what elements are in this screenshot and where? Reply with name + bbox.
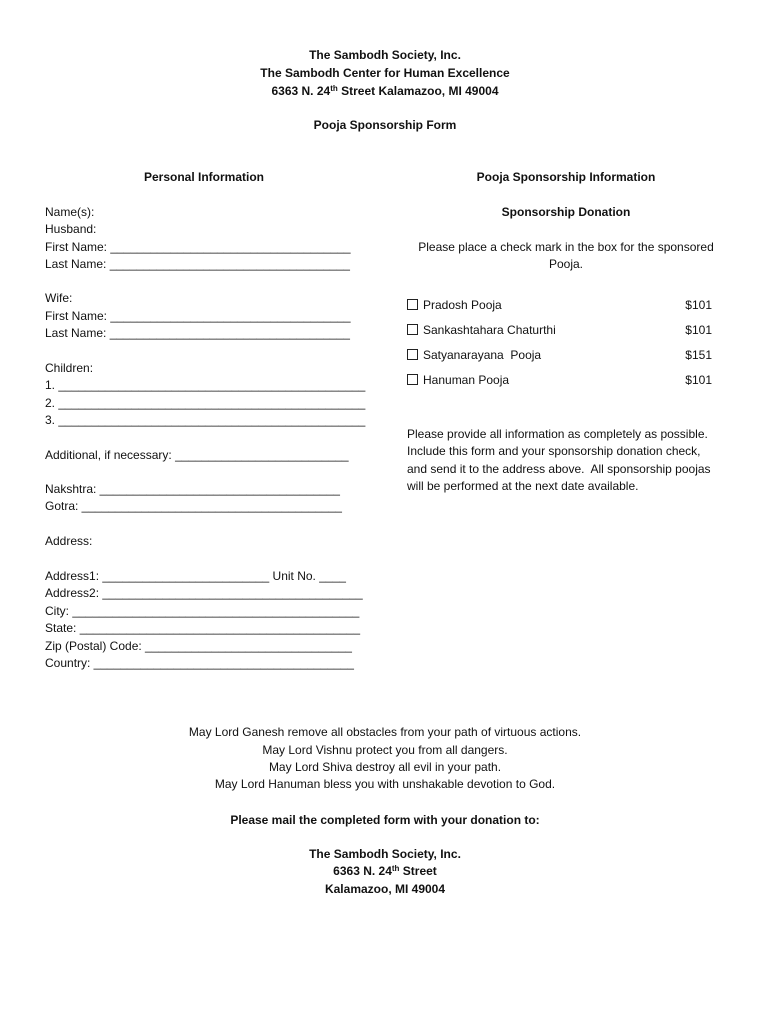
child-2-field[interactable]: 2. ______________________________________________: [45, 396, 366, 410]
form-title: Pooja Sponsorship Form: [313, 118, 457, 132]
wife-first-name-field[interactable]: First Name: ____________________________________: [45, 309, 351, 323]
header-address: [0, 83, 770, 101]
option-price: $101: [685, 298, 712, 312]
option-price: $101: [685, 323, 712, 337]
checkbox-icon[interactable]: [407, 324, 418, 335]
checkbox-icon[interactable]: [407, 299, 418, 310]
instruction-line-2: Pooja.: [548, 257, 584, 271]
footer-street-rest: Street: [399, 864, 437, 878]
address2-field[interactable]: Address2: _______________________________________: [45, 586, 363, 600]
address-heading: Address:: [45, 534, 93, 548]
footer-city: Kalamazoo, MI 49004: [324, 882, 446, 896]
address1-field[interactable]: Address1: _________________________ Unit No. ____: [45, 569, 346, 583]
instruction-line-1: Please place a check mark in the box for the sponsored: [418, 240, 714, 254]
husband-last-name-field[interactable]: Last Name: ____________________________________: [45, 257, 350, 271]
city-field[interactable]: City: ___________________________________________: [45, 604, 360, 618]
blessing-ganesh: May Lord Ganesh remove all obstacles from your path of virtuous actions.: [188, 725, 582, 739]
header-address-rest: Street Kalamazoo, MI 49004: [337, 84, 499, 98]
names-label: Name(s):: [45, 205, 95, 219]
sponsorship-heading: Pooja Sponsorship Information: [476, 170, 656, 184]
center-name: The Sambodh Center for Human Excellence: [260, 66, 510, 80]
org-name: The Sambodh Society, Inc.: [309, 48, 461, 62]
zip-field[interactable]: Zip (Postal) Code: _______________________________: [45, 639, 352, 653]
husband-first-name-field[interactable]: First Name: ____________________________________: [45, 240, 351, 254]
option-pradosh-pooja[interactable]: [407, 297, 712, 315]
country-field[interactable]: Country: _______________________________________: [45, 656, 354, 670]
mail-instruction: Please mail the completed form with your donation to:: [230, 813, 540, 827]
checkbox-icon[interactable]: [407, 374, 418, 385]
sponsorship-subheading: Sponsorship Donation: [501, 205, 631, 219]
children-label: Children:: [45, 361, 94, 375]
note-line-4: will be performed at the next date available.: [407, 479, 639, 493]
header-address-number: 6363 N. 24: [271, 84, 331, 98]
footer-street-number: 6363 N. 24: [333, 864, 392, 878]
blessing-shiva: May Lord Shiva destroy all evil in your path.: [268, 760, 502, 774]
option-satyanarayana-pooja[interactable]: [407, 347, 712, 365]
option-label: Hanuman Pooja: [423, 373, 510, 387]
note-line-2: Include this form and your sponsorship donation check,: [407, 444, 701, 458]
wife-last-name-field[interactable]: Last Name: ____________________________________: [45, 326, 350, 340]
option-label: Satyanarayana Pooja: [423, 348, 542, 362]
option-hanuman-pooja[interactable]: [407, 372, 712, 390]
note-line-1: Please provide all information as completely as possible.: [407, 427, 708, 441]
child-1-field[interactable]: 1. ______________________________________________: [45, 378, 366, 392]
husband-label: Husband:: [45, 222, 97, 236]
personal-info-heading: Personal Information: [143, 170, 265, 184]
note-line-3: and send it to the address above. All sponsorship poojas: [407, 462, 711, 476]
blessing-hanuman: May Lord Hanuman bless you with unshakable devotion to God.: [214, 777, 556, 791]
blessing-vishnu: May Lord Vishnu protect you from all dangers.: [262, 743, 508, 757]
option-label: Sankashtahara Chaturthi: [423, 323, 556, 337]
option-price: $101: [685, 373, 712, 387]
header-address-sup: th: [330, 84, 338, 93]
nakshtra-field[interactable]: Nakshtra: ____________________________________: [45, 482, 340, 496]
gotra-field[interactable]: Gotra: _______________________________________: [45, 499, 342, 513]
footer-street: [0, 863, 770, 881]
child-3-field[interactable]: 3. ______________________________________________: [45, 413, 366, 427]
option-price: $151: [685, 348, 712, 362]
option-sankashtahara-chaturthi[interactable]: [407, 322, 712, 340]
wife-label: Wife:: [45, 291, 73, 305]
state-field[interactable]: State: __________________________________________: [45, 621, 360, 635]
checkbox-icon[interactable]: [407, 349, 418, 360]
footer-street-sup: th: [391, 864, 400, 873]
additional-field[interactable]: Additional, if necessary: __________________________: [45, 448, 349, 462]
option-label: Pradosh Pooja: [423, 298, 502, 312]
footer-org-name: The Sambodh Society, Inc.: [309, 847, 461, 861]
